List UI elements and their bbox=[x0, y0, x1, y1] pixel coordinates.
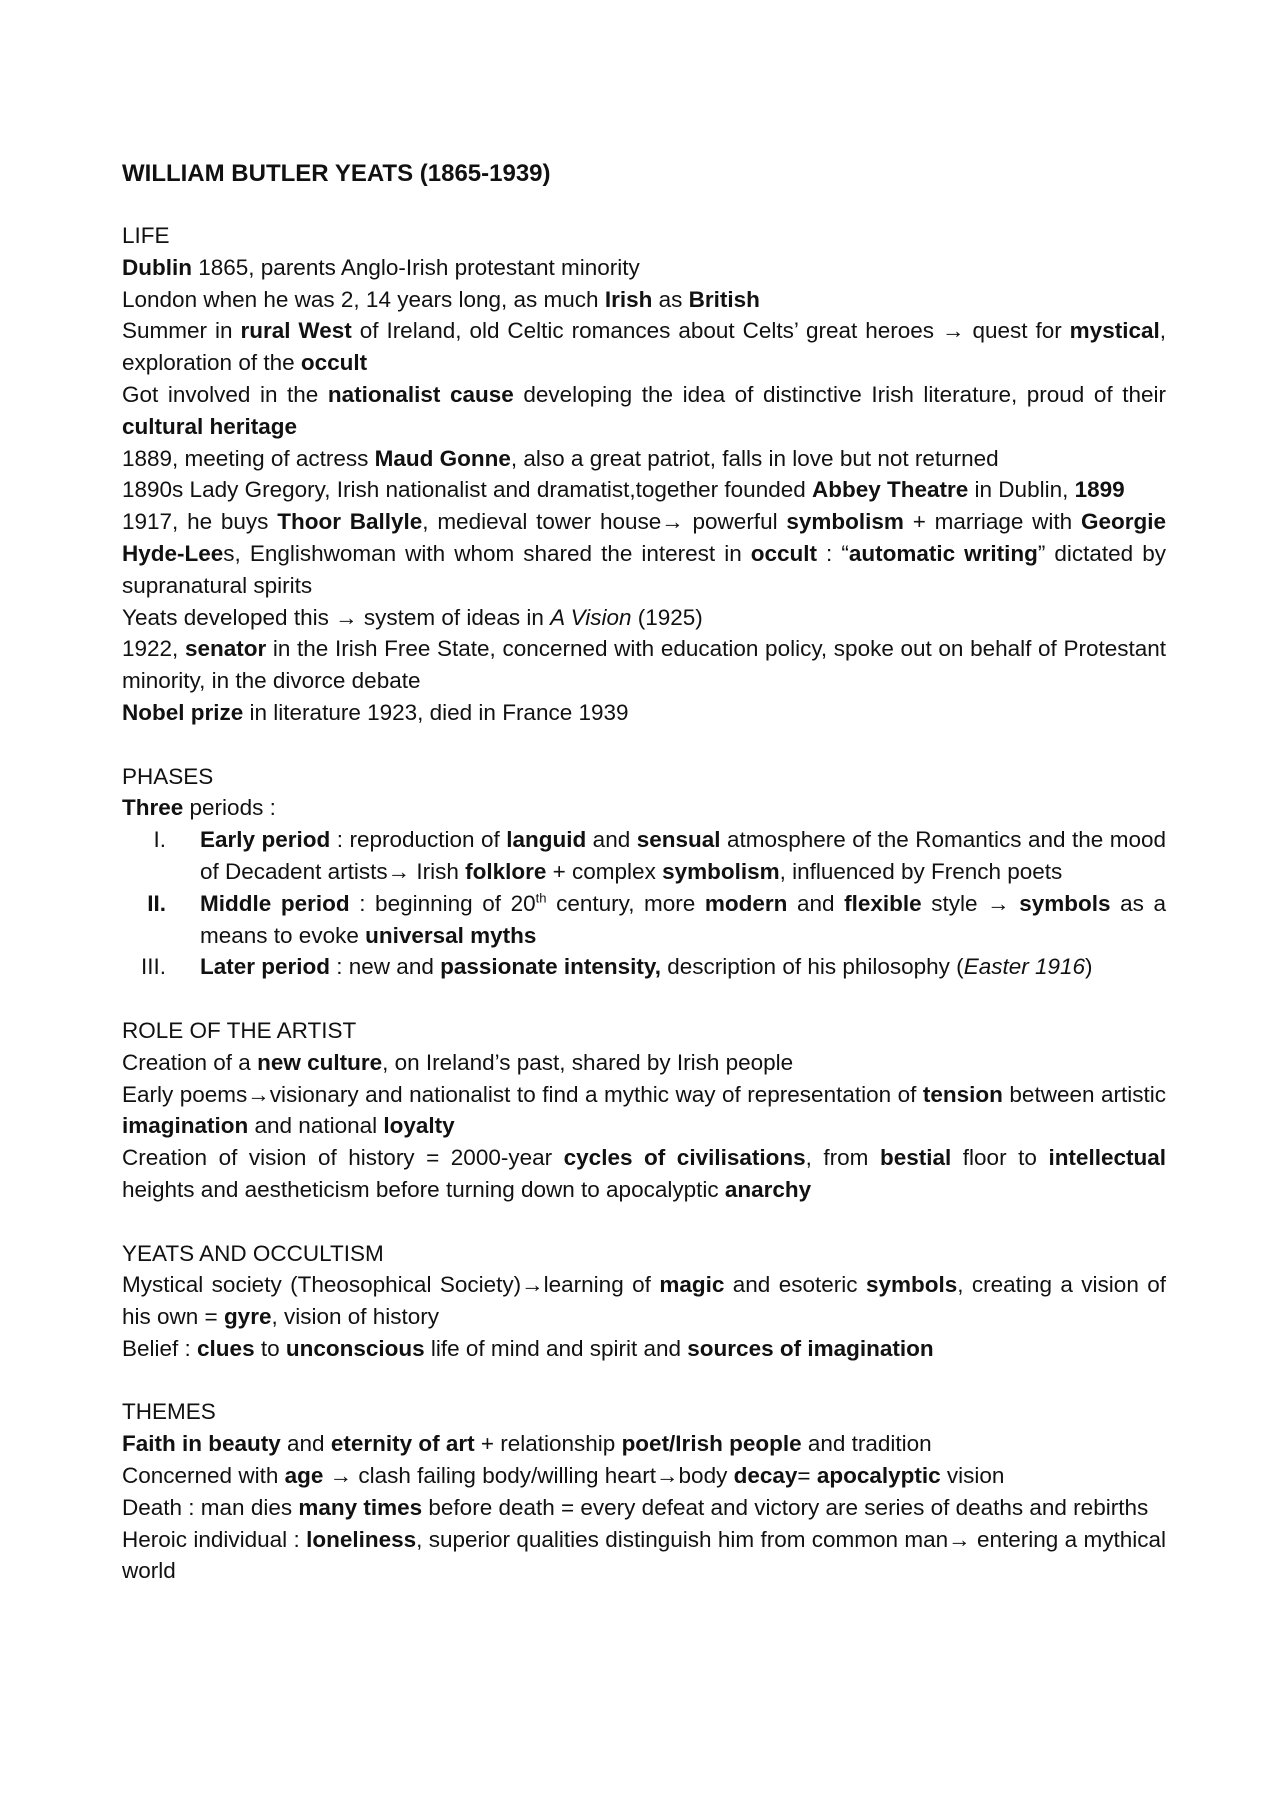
themes-paragraphs bbox=[122, 1428, 1166, 1587]
paragraph bbox=[122, 443, 1166, 475]
bold-text: loneliness bbox=[306, 1526, 417, 1552]
text-run: : beginning of 20 bbox=[349, 890, 536, 916]
text-run: and esoteric bbox=[724, 1272, 866, 1298]
bold-text: occult bbox=[750, 540, 818, 566]
text-run: , from bbox=[805, 1145, 880, 1171]
text-run: and national bbox=[248, 1113, 384, 1139]
paragraph bbox=[122, 697, 1166, 729]
bold-text: sensual bbox=[636, 827, 721, 853]
text-run: ) bbox=[1085, 954, 1093, 980]
text-run: as bbox=[652, 286, 689, 312]
paragraph bbox=[122, 1428, 1166, 1460]
text-run: and bbox=[787, 890, 845, 916]
bold-text: decay bbox=[733, 1463, 798, 1489]
text-run: heights and aestheticism before turning down to apocalyptic bbox=[122, 1176, 725, 1202]
paragraph bbox=[122, 474, 1166, 506]
bold-text: bestial bbox=[879, 1145, 952, 1171]
bold-text: mystical bbox=[1069, 318, 1160, 344]
bold-text: symbols bbox=[1019, 890, 1111, 916]
text-run: and bbox=[586, 827, 637, 853]
text-run: Heroic individual : bbox=[122, 1526, 307, 1552]
text-run: life of mind and spirit and bbox=[424, 1335, 688, 1361]
phase-number: III. bbox=[140, 954, 166, 980]
text-run: Creation of a bbox=[122, 1049, 258, 1075]
section-life bbox=[122, 220, 1166, 729]
occultism-paragraphs bbox=[122, 1269, 1166, 1364]
paragraph bbox=[122, 633, 1166, 697]
text-run: periods : bbox=[183, 795, 276, 821]
text-run: : reproduction of bbox=[330, 827, 507, 853]
section-heading-life: LIFE bbox=[122, 223, 170, 248]
text-run: Death : man dies bbox=[122, 1494, 299, 1520]
text-run: , on Ireland’s past, shared by Irish people bbox=[382, 1049, 794, 1075]
bold-text: apocalyptic bbox=[816, 1463, 941, 1489]
text-run: , medieval tower house→ powerful bbox=[422, 509, 787, 535]
text-run: (1925) bbox=[631, 604, 703, 630]
text-run: Early poems→visionary and nationalist to find a mythic way of representation of bbox=[122, 1081, 923, 1107]
text-run: : “ bbox=[817, 540, 849, 566]
phase-item bbox=[122, 951, 1166, 983]
text-run: 1889, meeting of actress bbox=[122, 445, 375, 471]
text-run: clash failing body/willing heart→body bbox=[352, 1463, 734, 1489]
text-run: , creating a vision of his own = bbox=[122, 1272, 1167, 1330]
phase-number: II. bbox=[147, 890, 166, 916]
bold-text: folklore bbox=[465, 858, 547, 884]
bold-text: British bbox=[688, 286, 760, 312]
paragraph bbox=[122, 252, 1166, 284]
bold-text: imagination bbox=[122, 1113, 249, 1139]
bold-text: rural West bbox=[240, 318, 352, 344]
section-heading-occultism: YEATS AND OCCULTISM bbox=[122, 1240, 384, 1266]
bold-text: flexible bbox=[844, 890, 922, 916]
bold-text: tension bbox=[922, 1081, 1003, 1107]
text-run: : new and bbox=[330, 954, 441, 980]
phase-number: I. bbox=[153, 827, 166, 853]
page-title: WILLIAM BUTLER YEATS (1865-1939) bbox=[122, 160, 551, 187]
paragraph bbox=[122, 284, 1166, 316]
bold-text: Dublin bbox=[122, 254, 192, 280]
bold-text: Faith in beauty bbox=[122, 1431, 281, 1457]
text-run: description of his philosophy ( bbox=[661, 954, 964, 980]
phase-item bbox=[122, 824, 1166, 888]
bold-text: sources of imagination bbox=[687, 1335, 934, 1361]
italic-text: A Vision bbox=[550, 604, 632, 630]
paragraph bbox=[122, 1142, 1166, 1206]
text-run: = bbox=[797, 1463, 817, 1489]
paragraph bbox=[122, 379, 1166, 443]
text-run: vision bbox=[940, 1463, 1005, 1489]
bold-text: Abbey Theatre bbox=[812, 477, 969, 503]
life-paragraphs bbox=[122, 252, 1166, 729]
paragraph bbox=[122, 1079, 1166, 1143]
paragraph bbox=[122, 1047, 1166, 1079]
text-run: as a means to evoke bbox=[200, 890, 1167, 948]
section-role-of-artist bbox=[122, 1015, 1166, 1206]
bold-text: Early period bbox=[200, 827, 331, 853]
text-run: , exploration of the bbox=[122, 318, 1166, 376]
bold-text: magic bbox=[659, 1272, 725, 1298]
bold-text: modern bbox=[704, 890, 788, 916]
text-run: ” dictated by supranatural spirits bbox=[122, 540, 1166, 598]
bold-text: automatic writing bbox=[848, 540, 1038, 566]
bold-text: occult bbox=[300, 350, 368, 376]
bold-text: nationalist cause bbox=[327, 381, 514, 407]
phases-intro bbox=[122, 792, 1166, 824]
bold-text: cycles of civilisations bbox=[563, 1145, 806, 1171]
text-run: developing the idea of distinctive Irish literature, proud of their bbox=[513, 381, 1166, 407]
text-run: + complex bbox=[546, 858, 663, 884]
paragraph bbox=[122, 1460, 1166, 1492]
bold-text: languid bbox=[506, 827, 587, 853]
section-themes bbox=[122, 1396, 1166, 1587]
text-run: Belief : bbox=[122, 1335, 198, 1361]
paragraph bbox=[122, 1333, 1166, 1365]
text-run: century, more bbox=[546, 890, 705, 916]
bold-text: Middle period bbox=[200, 890, 350, 916]
text-run: in Dublin, bbox=[968, 477, 1075, 503]
text-run: of Ireland, old Celtic romances about Celts’ great heroes → quest for bbox=[351, 318, 1070, 344]
text-run: Got involved in the bbox=[122, 381, 328, 407]
text-run: s, Englishwoman with whom shared the interest in bbox=[223, 540, 751, 566]
bold-text: loyalty bbox=[383, 1113, 455, 1139]
section-heading-themes: THEMES bbox=[122, 1399, 216, 1425]
superscript-text: th bbox=[535, 890, 547, 906]
paragraph bbox=[122, 315, 1166, 379]
paragraph bbox=[122, 1524, 1166, 1588]
text-run: style → bbox=[921, 890, 1020, 916]
text-run: + marriage with bbox=[903, 509, 1081, 535]
text-run: London when he was 2, 14 years long, as much bbox=[122, 286, 605, 312]
text-run: , superior qualities distinguish him from common man→ entering a mythical world bbox=[122, 1526, 1166, 1584]
bold-text: cultural heritage bbox=[122, 413, 298, 439]
paragraph bbox=[122, 506, 1166, 601]
text-run: to bbox=[254, 1335, 286, 1361]
text-run: Creation of vision of history = 2000-year bbox=[122, 1145, 564, 1171]
bold-text: symbolism bbox=[662, 858, 780, 884]
text-run: in the Irish Free State, concerned with education policy, spoke out on behalf of Protestant minority, in the divorce debate bbox=[122, 636, 1166, 694]
text-run: and tradition bbox=[801, 1431, 932, 1457]
text-run: in literature 1923, died in France 1939 bbox=[243, 699, 629, 725]
text-run: before death = every defeat and victory are series of deaths and rebirths bbox=[422, 1494, 1149, 1520]
italic-text: Easter 1916 bbox=[963, 954, 1086, 980]
bold-text: Maud Gonne bbox=[374, 445, 511, 471]
bold-text: anarchy bbox=[724, 1176, 812, 1202]
phases-list bbox=[122, 824, 1166, 983]
text-run: and bbox=[280, 1431, 331, 1457]
bold-text: Later period bbox=[200, 954, 331, 980]
phase-item bbox=[122, 888, 1166, 952]
bold-text: Thoor Ballyle bbox=[277, 509, 423, 535]
section-occultism bbox=[122, 1238, 1166, 1365]
text-run: , also a great patriot, falls in love but not returned bbox=[510, 445, 999, 471]
text-run: 1890s Lady Gregory, Irish nationalist and dramatist,together founded bbox=[122, 477, 812, 503]
bold-text: eternity of art bbox=[330, 1431, 475, 1457]
bold-text: universal myths bbox=[365, 922, 537, 948]
text-run: Mystical society (Theosophical Society)→learning of bbox=[122, 1272, 660, 1298]
text-run: atmosphere of the Romantics and the mood of Decadent artists→ Irish bbox=[200, 827, 1166, 884]
text-run: 1865, parents Anglo-Irish protestant minority bbox=[191, 254, 640, 280]
paragraph bbox=[122, 1492, 1166, 1524]
text-run: Yeats developed this → system of ideas in bbox=[122, 604, 551, 630]
section-heading-phases: PHASES bbox=[122, 763, 214, 789]
paragraph bbox=[122, 602, 1166, 634]
bold-text: Irish bbox=[604, 286, 653, 312]
bold-text: intellectual bbox=[1048, 1145, 1166, 1171]
text-run: 1922, bbox=[122, 636, 185, 662]
section-phases bbox=[122, 761, 1166, 984]
bold-text: unconscious bbox=[285, 1335, 425, 1361]
paragraph bbox=[122, 1269, 1166, 1333]
bold-text: senator bbox=[184, 636, 267, 662]
role-paragraphs bbox=[122, 1047, 1166, 1206]
bold-text: symbolism bbox=[786, 509, 904, 535]
bold-text: symbols bbox=[865, 1272, 958, 1298]
text-run: Summer in bbox=[122, 318, 241, 344]
bold-text: Nobel prize bbox=[122, 699, 244, 725]
text-run: + relationship bbox=[474, 1431, 622, 1457]
bold-text: poet/Irish people bbox=[621, 1431, 802, 1457]
bold-text: Georgie Hyde-Lee bbox=[122, 509, 1166, 566]
text-run: , influenced by French poets bbox=[779, 858, 1063, 884]
bold-text: gyre bbox=[223, 1304, 272, 1330]
section-heading-role: ROLE OF THE ARTIST bbox=[122, 1017, 357, 1043]
bold-text: age → bbox=[284, 1463, 353, 1489]
bold-text: 1899 bbox=[1074, 477, 1125, 503]
text-run: , vision of history bbox=[271, 1304, 440, 1330]
bold-text: passionate intensity, bbox=[440, 954, 662, 980]
bold-text: new culture bbox=[257, 1049, 383, 1075]
text-run: 1917, he buys bbox=[122, 509, 278, 535]
bold-text: Three bbox=[122, 795, 184, 821]
text-run: between artistic bbox=[1002, 1081, 1166, 1107]
bold-text: clues bbox=[197, 1335, 255, 1361]
text-run: floor to bbox=[951, 1145, 1049, 1171]
text-run: Concerned with bbox=[122, 1463, 285, 1489]
bold-text: many times bbox=[298, 1494, 423, 1520]
